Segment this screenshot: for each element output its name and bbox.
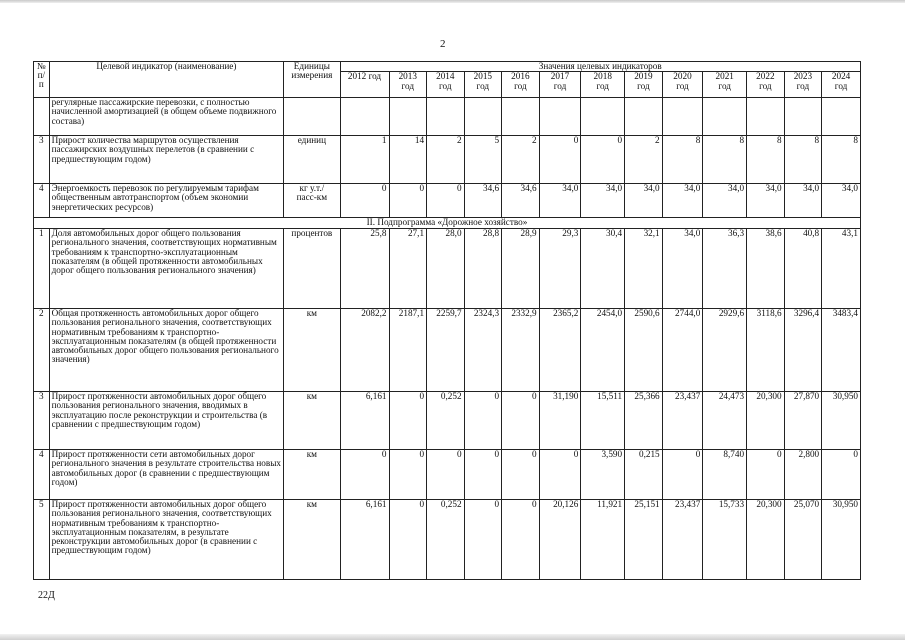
value-cell: 2590,6 [625, 309, 663, 392]
header-indicator [49, 62, 284, 98]
header-year-label: 2023 год [793, 71, 813, 91]
value-cell: 0 [662, 450, 703, 500]
indicator-name: регулярные пассажирские перевозки, с полностью начисленной амортизацией (в общем объеме подвижного состава) [49, 98, 284, 136]
value-cell: 0 [581, 136, 625, 184]
value-cell: 30,950 [822, 500, 861, 580]
table-row [34, 229, 861, 309]
table-row [34, 309, 861, 392]
value-cell [703, 98, 747, 136]
value-cell: 25,070 [784, 500, 822, 580]
value-cell: 0 [389, 184, 427, 218]
unit-cell: км [284, 450, 340, 500]
value-cell: 5 [464, 136, 502, 184]
value-cell: 20,300 [747, 392, 785, 450]
value-cell: 0 [464, 450, 502, 500]
value-cell: 32,1 [625, 229, 663, 309]
value-cell: 6,161 [340, 392, 389, 450]
value-cell [747, 98, 785, 136]
indicators-table [33, 61, 861, 580]
value-cell: 3483,4 [822, 309, 861, 392]
row-number: 4 [34, 184, 50, 218]
value-cell: 0 [464, 500, 502, 580]
indicators-body [34, 98, 861, 580]
value-cell: 8 [703, 136, 747, 184]
unit-cell: км [284, 309, 340, 392]
header-year-label: 2018 год [593, 71, 612, 91]
value-cell: 8,740 [703, 450, 747, 500]
unit-cell [284, 98, 340, 136]
value-cell: 36,3 [703, 229, 747, 309]
value-cell [662, 98, 703, 136]
value-cell: 6,161 [340, 500, 389, 580]
row-number: 5 [34, 500, 50, 580]
value-cell: 0 [340, 450, 389, 500]
value-cell: 34,0 [747, 184, 785, 218]
value-cell: 0 [340, 184, 389, 218]
value-cell [464, 98, 502, 136]
value-cell: 25,151 [625, 500, 663, 580]
header-year [502, 72, 540, 98]
table-row [34, 136, 861, 184]
row-number: 3 [34, 392, 50, 450]
indicator-name: Общая протяженность автомобильных дорог общего пользования регионального значения, соответствующих нормативным требованиям к транспортно-эксплуатационным показателям (в общей протяженности автомобильных дорог общего пользования регионального значения) [49, 309, 284, 392]
value-cell [502, 98, 540, 136]
indicator-name: Прирост протяженности автомобильных дорог общего пользования регионального значения, вводимых в эксплуатацию после реконструкции и строительства (в сравнении с предшествующим годом) [49, 392, 284, 450]
value-cell: 2324,3 [464, 309, 502, 392]
value-cell [539, 98, 581, 136]
header-year [539, 72, 581, 98]
value-cell: 25,8 [340, 229, 389, 309]
row-number: 4 [34, 450, 50, 500]
header-year-label: 2015 год [473, 71, 493, 91]
value-cell: 0 [539, 136, 581, 184]
value-cell: 2,800 [784, 450, 822, 500]
value-cell: 25,366 [625, 392, 663, 450]
header-year-label: 2016 год [511, 71, 530, 91]
value-cell: 0 [747, 450, 785, 500]
value-cell: 40,8 [784, 229, 822, 309]
value-cell: 38,6 [747, 229, 785, 309]
value-cell: 20,300 [747, 500, 785, 580]
value-cell: 34,6 [464, 184, 502, 218]
value-cell: 34,0 [784, 184, 822, 218]
header-unit-text: Единицы измерения [291, 61, 333, 81]
value-cell [389, 98, 427, 136]
value-cell: 43,1 [822, 229, 861, 309]
header-year-label: 2017 год [550, 71, 570, 91]
table-row [34, 500, 861, 580]
value-cell: 3118,6 [747, 309, 785, 392]
header-year [427, 72, 465, 98]
value-cell: 2454,0 [581, 309, 625, 392]
header-year [581, 72, 625, 98]
header-year [464, 72, 502, 98]
unit-cell: км [284, 500, 340, 580]
indicator-name: Доля автомобильных дорог общего пользования регионального значения, соответствующих нормативным требованиям к транспортно-эксплуатационным показателям (в общей протяженности автомобильных дорог общего пользования регионального значения) [49, 229, 284, 309]
value-cell: 0,252 [427, 392, 465, 450]
value-cell: 15,733 [703, 500, 747, 580]
value-cell: 34,6 [502, 184, 540, 218]
value-cell: 31,190 [539, 392, 581, 450]
unit-cell: процентов [284, 229, 340, 309]
value-cell [784, 98, 822, 136]
scan-bottom-edge [0, 634, 905, 640]
header-year [703, 72, 747, 98]
header-num [34, 62, 50, 98]
value-cell: 0,215 [625, 450, 663, 500]
header-year-label: 2019 год [634, 71, 653, 91]
table-row [34, 184, 861, 218]
indicator-name: Прирост протяженности автомобильных дорог общего пользования регионального значения, соответствующих нормативным требованиям к транспортно-эксплуатационным показателям, в результате реконструкции автомобильных дорог (в сравнении с предшествующим годом) [49, 500, 284, 580]
value-cell [427, 98, 465, 136]
value-cell [340, 98, 389, 136]
value-cell: 29,3 [539, 229, 581, 309]
value-cell: 0,252 [427, 500, 465, 580]
value-cell: 30,4 [581, 229, 625, 309]
header-year-label: 2012 год [347, 71, 382, 82]
header-unit [284, 62, 340, 98]
indicator-name: Энергоемкость перевозок по регулируемым тарифам общественным автотранспортом (объем экономии энергетических ресурсов) [49, 184, 284, 218]
header-year-label: 2013 год [398, 71, 417, 91]
header-year [389, 72, 427, 98]
value-cell: 0 [464, 392, 502, 450]
header-num-text: № п/п [36, 61, 46, 90]
value-cell: 34,0 [625, 184, 663, 218]
value-cell: 2744,0 [662, 309, 703, 392]
unit-cell: единиц [284, 136, 340, 184]
unit-cell: кг у.т./ пасс-км [284, 184, 340, 218]
indicator-name: Прирост количества маршрутов осуществления пассажирских воздушных перелетов (в сравнении с предшествующим годом) [49, 136, 284, 184]
value-cell: 27,870 [784, 392, 822, 450]
value-cell [822, 98, 861, 136]
doc-code: 22Д [38, 590, 55, 601]
value-cell: 23,437 [662, 392, 703, 450]
header-year [662, 72, 703, 98]
table-row [34, 98, 861, 136]
header-year [822, 72, 861, 98]
value-cell: 0 [539, 450, 581, 500]
value-cell [625, 98, 663, 136]
value-cell: 8 [784, 136, 822, 184]
value-cell: 0 [389, 450, 427, 500]
header-year-label: 2021 год [715, 71, 734, 91]
value-cell: 20,126 [539, 500, 581, 580]
row-number: 3 [34, 136, 50, 184]
scan-top-edge [0, 0, 905, 3]
value-cell: 8 [662, 136, 703, 184]
value-cell: 2365,2 [539, 309, 581, 392]
value-cell: 14 [389, 136, 427, 184]
value-cell: 28,0 [427, 229, 465, 309]
value-cell: 0 [822, 450, 861, 500]
value-cell: 2929,6 [703, 309, 747, 392]
value-cell: 34,0 [581, 184, 625, 218]
section-row [34, 218, 861, 229]
value-cell: 28,8 [464, 229, 502, 309]
value-cell: 0 [389, 392, 427, 450]
value-cell: 34,0 [703, 184, 747, 218]
value-cell: 0 [427, 184, 465, 218]
value-cell: 3296,4 [784, 309, 822, 392]
value-cell: 0 [389, 500, 427, 580]
header-year-label: 2020 год [673, 71, 692, 91]
value-cell: 34,0 [662, 184, 703, 218]
value-cell: 30,950 [822, 392, 861, 450]
value-cell: 2 [625, 136, 663, 184]
unit-cell: км [284, 392, 340, 450]
value-cell: 34,0 [822, 184, 861, 218]
value-cell: 34,0 [662, 229, 703, 309]
header-year-label: 2024 год [831, 71, 851, 91]
page-number: 2 [440, 38, 446, 50]
table-row [34, 392, 861, 450]
section-title: II. Подпрограмма «Дорожное хозяйство» [34, 218, 861, 229]
header-year-label: 2014 год [436, 71, 455, 91]
header-year [340, 72, 389, 98]
value-cell: 2 [502, 136, 540, 184]
value-cell: 34,0 [539, 184, 581, 218]
value-cell: 2187,1 [389, 309, 427, 392]
value-cell [581, 98, 625, 136]
value-cell: 24,473 [703, 392, 747, 450]
value-cell: 2 [427, 136, 465, 184]
header-year [625, 72, 663, 98]
table-row [34, 450, 861, 500]
row-number [34, 98, 50, 136]
value-cell: 23,437 [662, 500, 703, 580]
row-number: 1 [34, 229, 50, 309]
header-year [784, 72, 822, 98]
header-year-label: 2022 год [756, 71, 775, 91]
value-cell: 8 [822, 136, 861, 184]
value-cell: 8 [747, 136, 785, 184]
value-cell: 27,1 [389, 229, 427, 309]
value-cell: 0 [502, 500, 540, 580]
value-cell: 1 [340, 136, 389, 184]
header-values-group [340, 62, 861, 72]
value-cell: 28,9 [502, 229, 540, 309]
value-cell: 0 [502, 392, 540, 450]
value-cell: 15,511 [581, 392, 625, 450]
header-indicator-text: Целевой индикатор (наименование) [96, 61, 237, 71]
indicator-name: Прирост протяженности сети автомобильных дорог регионального значения в результате строительства новых автомобильных дорог (в сравнении с предшествующим годом) [49, 450, 284, 500]
row-number: 2 [34, 309, 50, 392]
value-cell: 2259,7 [427, 309, 465, 392]
value-cell: 2332,9 [502, 309, 540, 392]
header-values-group-text: Значения целевых индикаторов [538, 61, 662, 71]
header-year [747, 72, 785, 98]
value-cell: 0 [502, 450, 540, 500]
value-cell: 11,921 [581, 500, 625, 580]
value-cell: 0 [427, 450, 465, 500]
value-cell: 3,590 [581, 450, 625, 500]
value-cell: 2082,2 [340, 309, 389, 392]
